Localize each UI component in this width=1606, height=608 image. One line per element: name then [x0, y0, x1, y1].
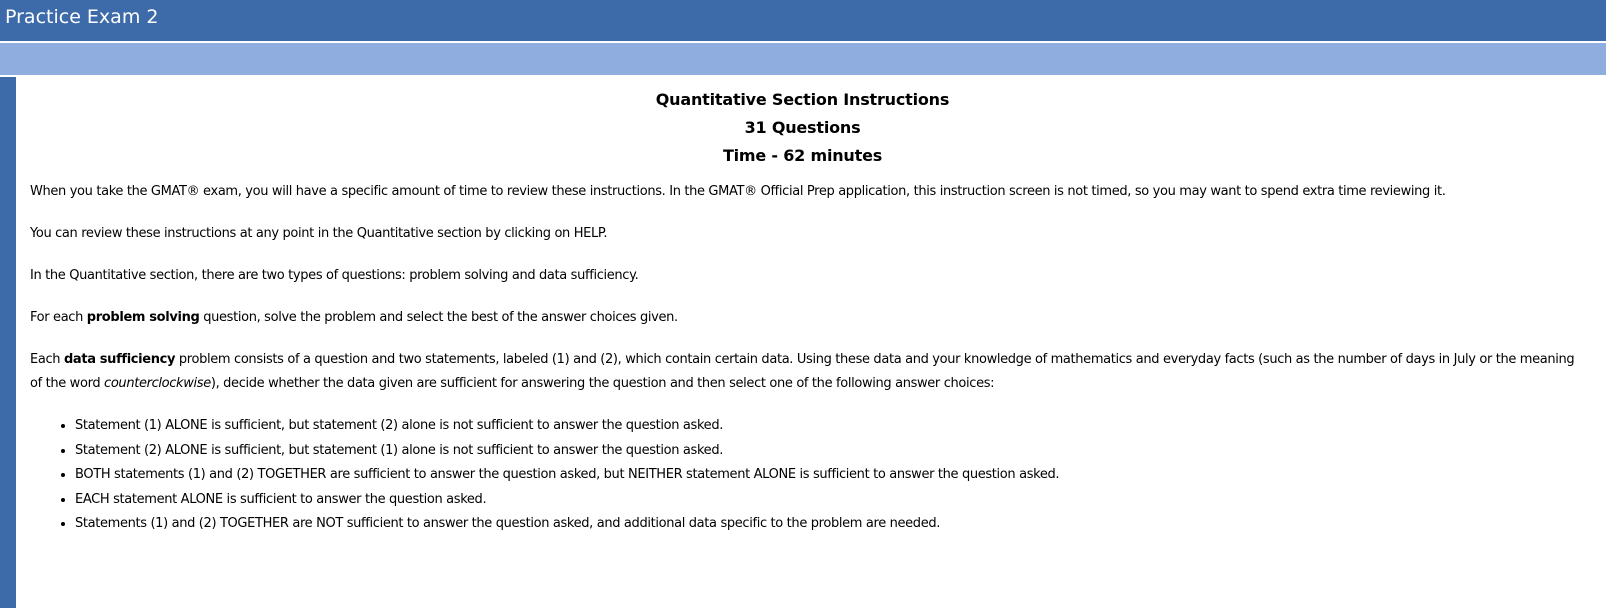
- section-title: Quantitative Section Instructions: [655, 90, 950, 109]
- term-problem-solving: problem solving: [86, 310, 200, 325]
- title-bar: [0, 0, 1606, 41]
- term-data-sufficiency: data sufficiency: [63, 352, 176, 367]
- question-count: 31 Questions: [744, 118, 861, 137]
- toolbar: [0, 43, 1606, 75]
- answer-choice: • Statement (1) ALONE is sufficient, but statement (2) alone is not sufficient to answer the question asked.: [75, 414, 1575, 439]
- section-header: [30, 86, 1575, 170]
- problem-solving-paragraph: [30, 306, 1575, 330]
- answer-choice: • EACH statement ALONE is sufficient to answer the question asked.: [75, 488, 1575, 513]
- answer-choice: • BOTH statements (1) and (2) TOGETHER are sufficient to answer the question asked, but NEITHER statement ALONE is sufficient to answer the question asked.: [75, 463, 1575, 488]
- answer-choices-list: [30, 414, 1575, 537]
- help-paragraph: You can review these instructions at any point in the Quantitative section by clicking on HELP.: [30, 226, 608, 241]
- answer-choice: • Statements (1) and (2) TOGETHER are NOT sufficient to answer the question asked, and additional data specific to the problem are needed.: [75, 512, 1575, 537]
- term-counterclockwise: counterclockwise: [104, 376, 211, 391]
- question-types-paragraph: In the Quantitative section, there are two types of questions: problem solving and data sufficiency.: [30, 268, 639, 283]
- text: ), decide whether the data given are sufficient for answering the question and then select one of the following answer choices:: [210, 376, 995, 391]
- time-limit: Time - 62 minutes: [722, 146, 883, 165]
- text: For each: [30, 310, 87, 325]
- answer-choice: • Statement (2) ALONE is sufficient, but statement (1) alone is not sufficient to answer the question asked.: [75, 439, 1575, 464]
- left-margin-strip: [0, 77, 16, 608]
- instructions-content: [30, 86, 1575, 537]
- intro-paragraph: When you take the GMAT® exam, you will have a specific amount of time to review these instructions. In the GMAT® Official Prep application, this instruction screen is not timed, so you may want to spend extra time reviewing it.: [30, 184, 1446, 199]
- text: question, solve the problem and select the best of the answer choices given.: [199, 310, 678, 325]
- exam-title: Practice Exam 2: [5, 6, 159, 28]
- text: problem consists of a question and two statements, labeled (1) and (2), which contain certain data. Using these data and your knowledge of mathematics and everyday facts (such as the number of days in July or the meaning of the word: [30, 352, 1575, 391]
- data-sufficiency-paragraph: [30, 348, 1575, 396]
- text: Each: [30, 352, 64, 367]
